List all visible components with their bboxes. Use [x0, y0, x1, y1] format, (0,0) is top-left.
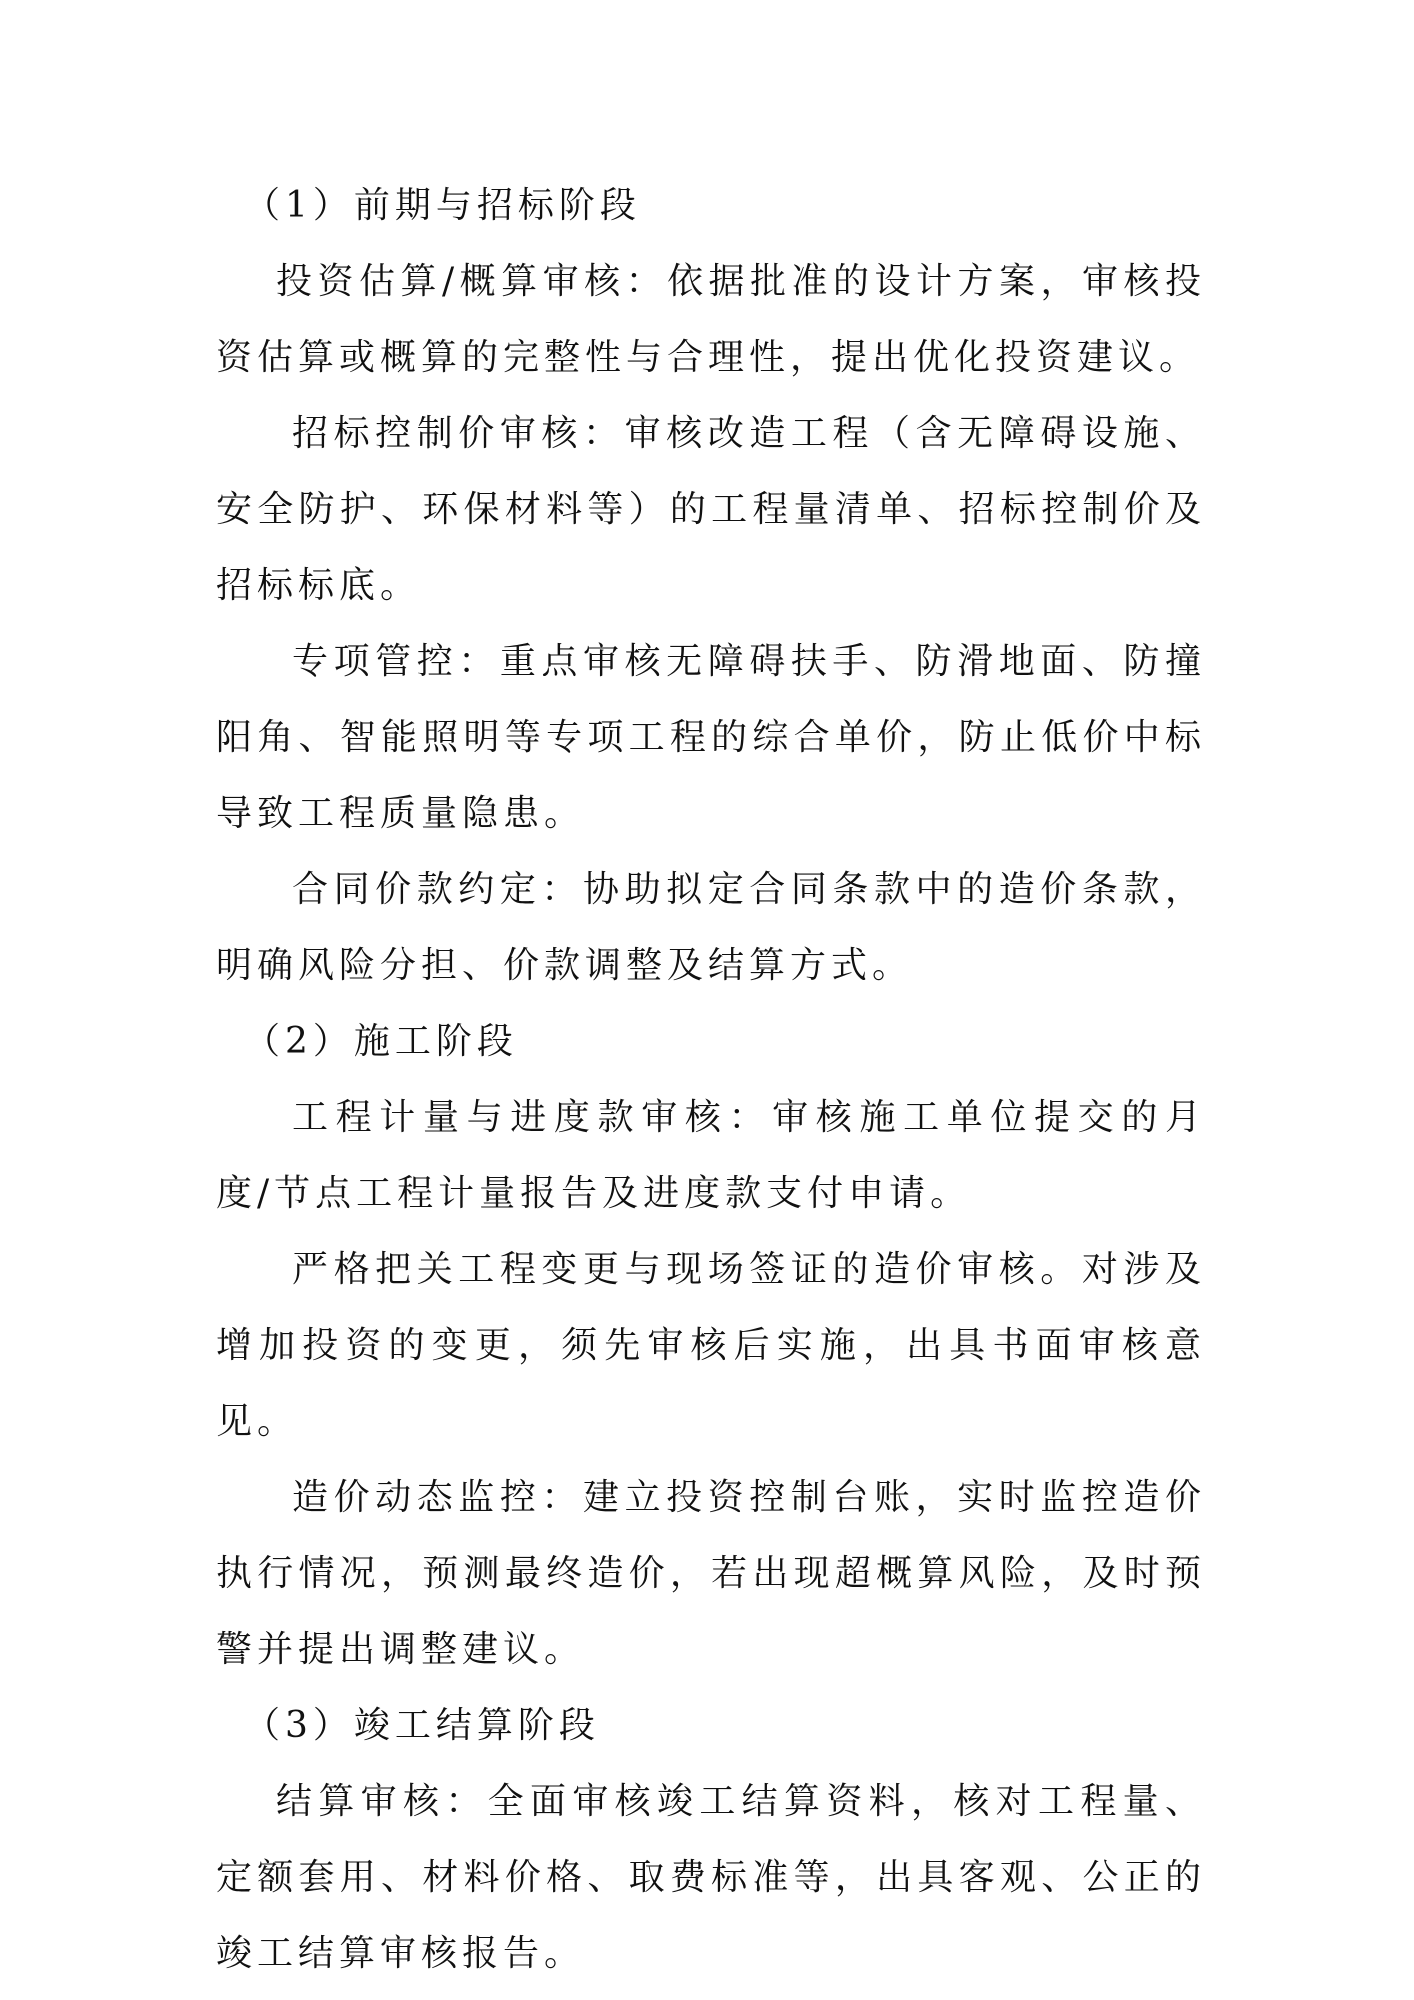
section-completion-settlement: [216, 1688, 1206, 1992]
paragraph-estimate-review: 投资估算/概算审核：依据批准的设计方案，审核投资估算或概算的完整性与合理性，提出优化投资建议。: [216, 261, 1206, 378]
section-heading: （2）施工阶段: [244, 1021, 518, 1062]
document-body: [216, 168, 1206, 1992]
paragraph-contract-price: 合同价款约定：协助拟定合同条款中的造价条款，明确风险分担、价款调整及结算方式。: [216, 869, 1206, 986]
paragraph-dynamic-monitoring: 造价动态监控：建立投资控制台账，实时监控造价执行情况，预测最终造价，若出现超概算风险，及时预警并提出调整建议。: [216, 1477, 1206, 1670]
section-construction: [216, 1004, 1206, 1688]
section-heading: （3）竣工结算阶段: [244, 1705, 600, 1746]
paragraph-settlement-review: 结算审核：全面审核竣工结算资料，核对工程量、定额套用、材料价格、取费标准等，出具客观、公正的竣工结算审核报告。: [216, 1781, 1206, 1974]
section-heading: （1）前期与招标阶段: [244, 185, 641, 226]
paragraph-bid-control-price: 招标控制价审核：审核改造工程（含无障碍设施、安全防护、环保材料等）的工程量清单、招标控制价及招标标底。: [216, 413, 1206, 606]
paragraph-special-control: 专项管控：重点审核无障碍扶手、防滑地面、防撞阳角、智能照明等专项工程的综合单价，防止低价中标导致工程质量隐患。: [216, 641, 1206, 834]
paragraph-change-visa: 严格把关工程变更与现场签证的造价审核。对涉及增加投资的变更，须先审核后实施，出具书面审核意见。: [216, 1249, 1206, 1442]
paragraph-measurement-payment: 工程计量与进度款审核：审核施工单位提交的月度/节点工程计量报告及进度款支付申请。: [216, 1097, 1206, 1214]
section-preliminary-bidding: [216, 168, 1206, 1004]
